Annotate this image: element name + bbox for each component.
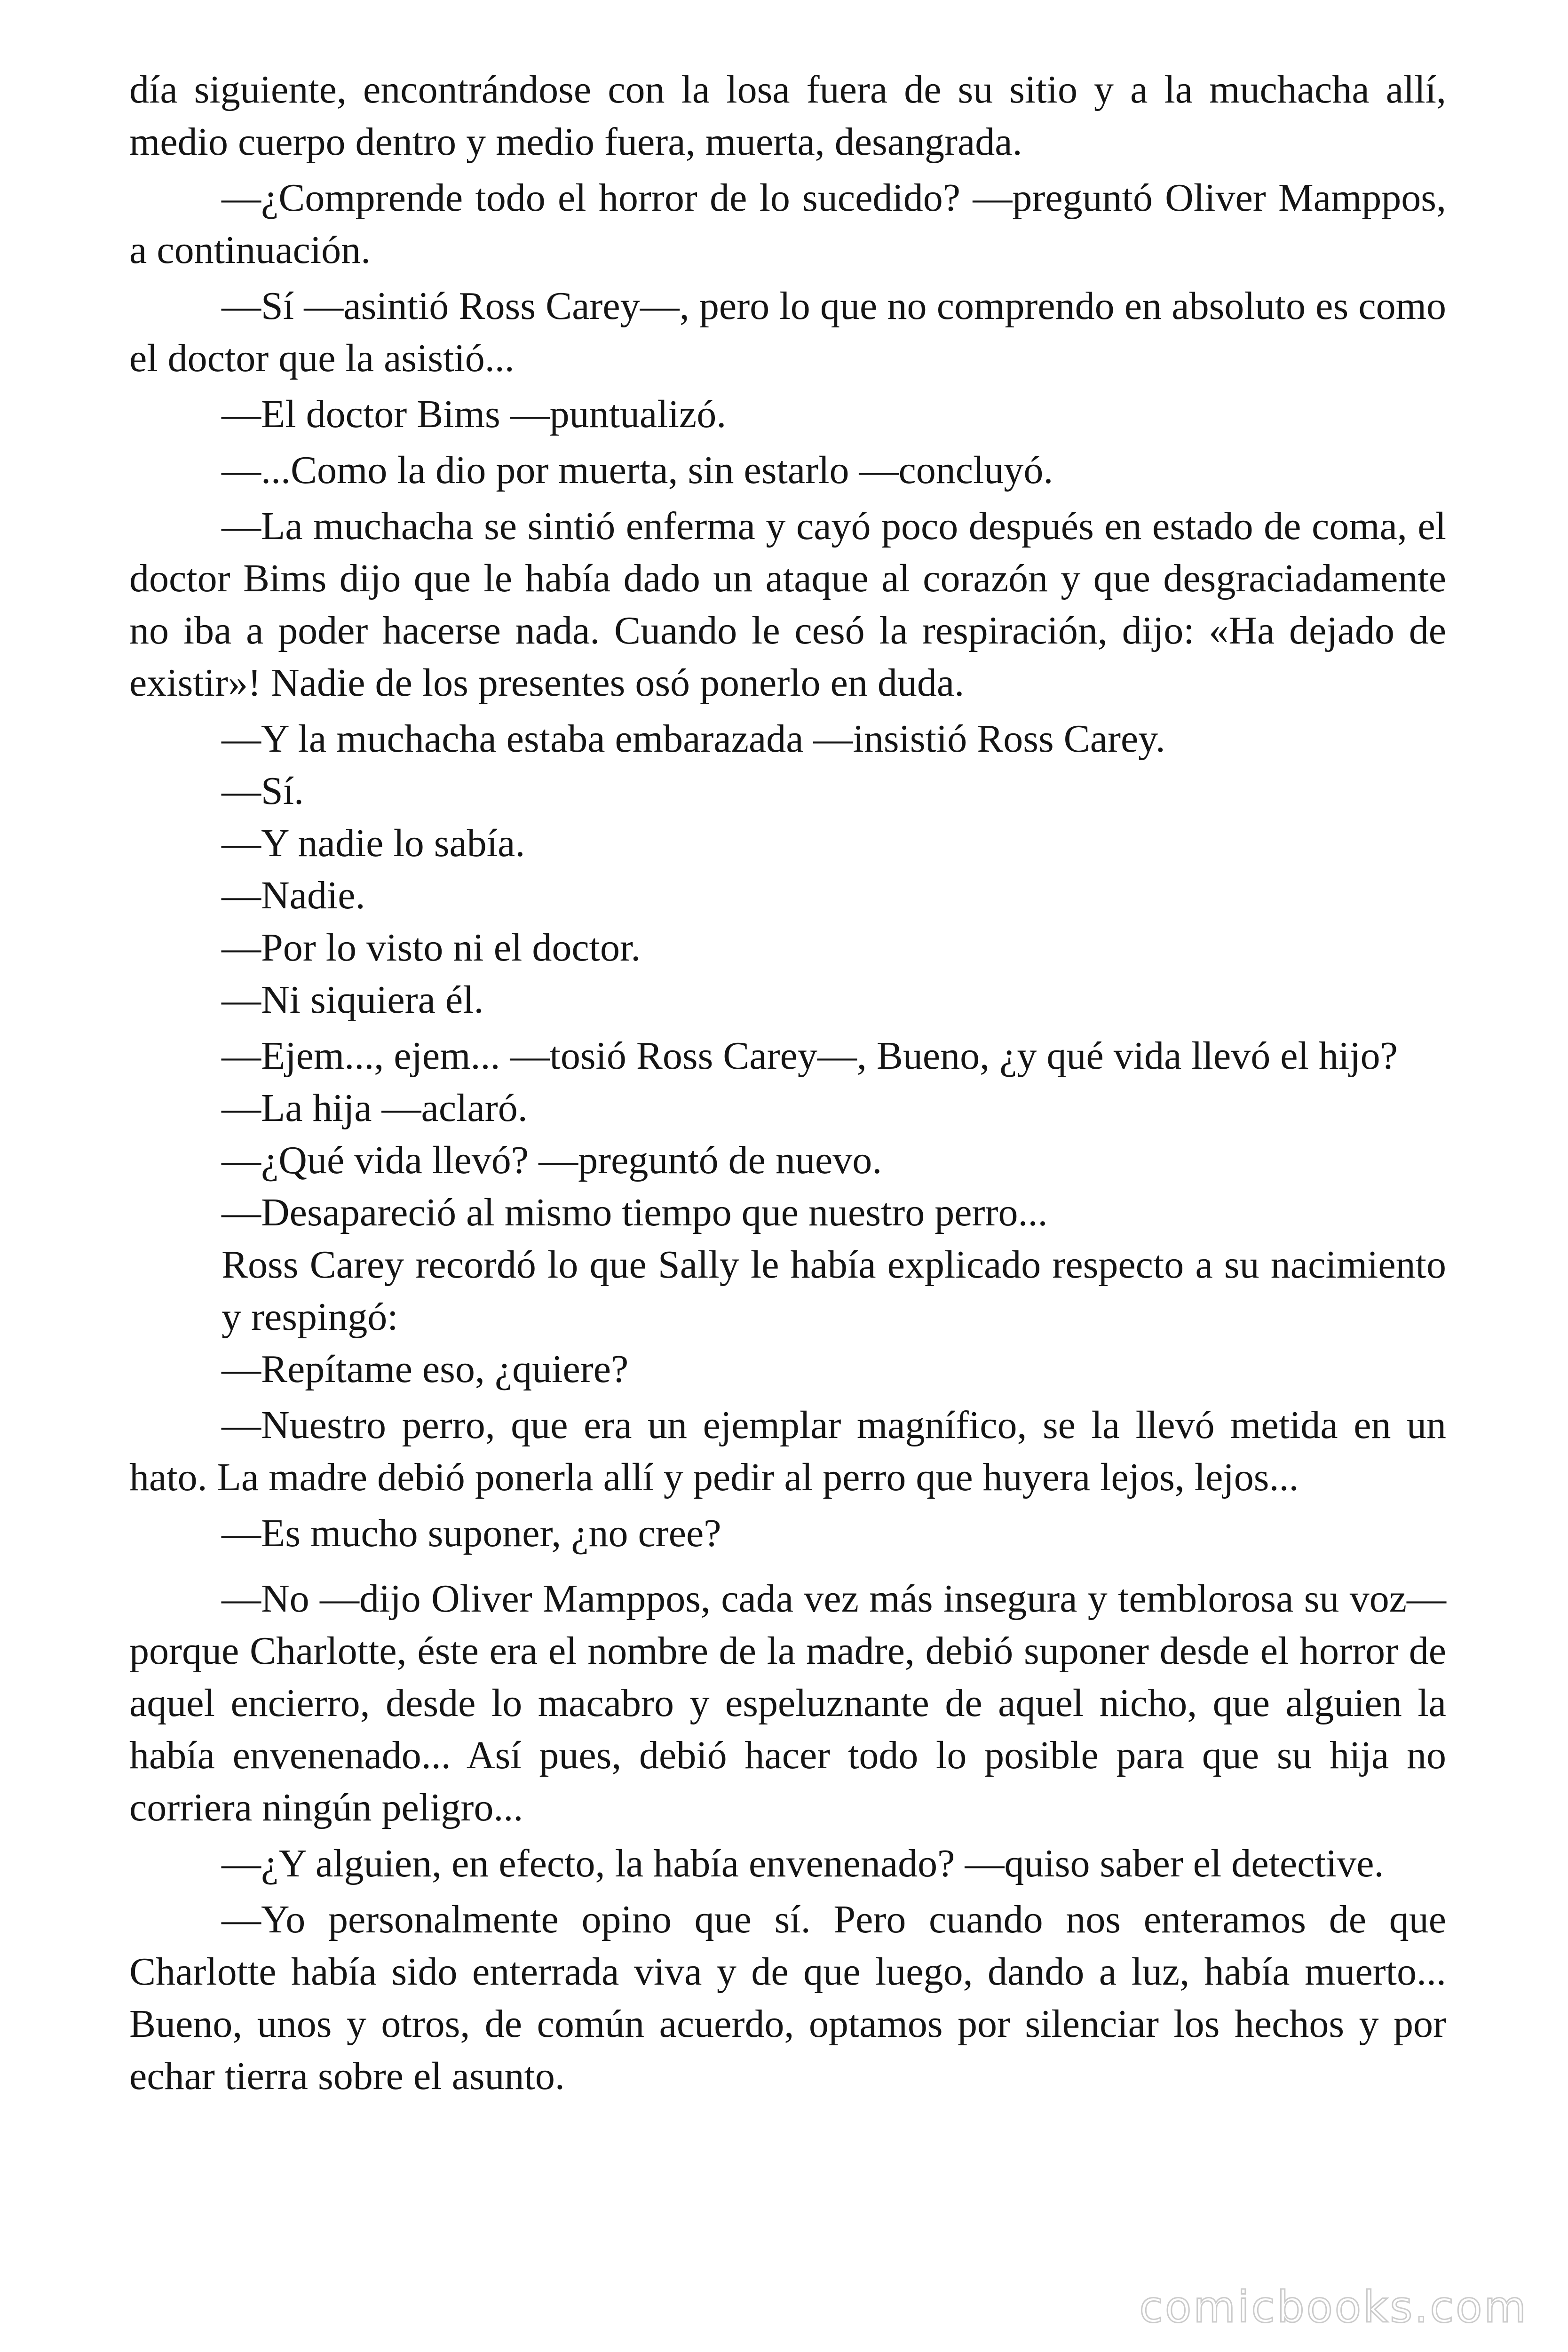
paragraph: —Yo personalmente opino que sí. Pero cuando nos enteramos de que Charlotte había sido enterrada viva y de que luego, dando a luz, había muerto... Bueno, unos y otros, de común acuerdo, optamos por silenciar los hechos y por echar tierra sobre el asunto. bbox=[129, 1898, 1446, 2098]
paragraph: —Ejem..., ejem... —tosió Ross Carey—, Bueno, ¿y qué vida llevó el hijo? bbox=[222, 1034, 1398, 1078]
paragraph: —La hija —aclaró. bbox=[222, 1086, 528, 1130]
paragraph: —¿Y alguien, en efecto, la había envenenado? —quiso saber el detective. bbox=[222, 1842, 1384, 1885]
body-text bbox=[129, 64, 1446, 2102]
paragraph: —¿Comprende todo el horror de lo sucedido? —preguntó Oliver Mamppos, a continuación. bbox=[129, 176, 1446, 272]
paragraph: Ross Carey recordó lo que Sally le había explicado respecto a su nacimiento y respingó: bbox=[222, 1243, 1446, 1339]
paragraph: —Sí. bbox=[222, 769, 304, 813]
paragraph: —Sí —asintió Ross Carey—, pero lo que no comprendo en absoluto es como el doctor que la asistió... bbox=[129, 284, 1446, 380]
paragraph: —Por lo visto ni el doctor. bbox=[222, 926, 641, 969]
paragraph: —Repítame eso, ¿quiere? bbox=[222, 1347, 629, 1391]
paragraph: —El doctor Bims —puntualizó. bbox=[222, 392, 727, 436]
paragraph: —Nadie. bbox=[222, 874, 365, 917]
paragraph: —La muchacha se sintió enferma y cayó poco después en estado de coma, el doctor Bims dijo que le había dado un ataque al corazón y que desgraciadamente no iba a poder hacerse nada. Cuando le cesó la respiración, dijo: «Ha dejado de existir»! Nadie de los presentes osó ponerlo en duda. bbox=[129, 504, 1446, 705]
watermark-logo: comicbooks.com bbox=[1139, 2282, 1528, 2332]
paragraph: día siguiente, encontrándose con la losa fuera de su sitio y a la muchacha allí, medio cuerpo dentro y medio fuera, muerta, desangrada. bbox=[129, 68, 1446, 164]
paragraph: —Nuestro perro, que era un ejemplar magnífico, se la llevó metida en un hato. La madre debió ponerla allí y pedir al perro que huyera lejos, lejos... bbox=[129, 1403, 1446, 1499]
paragraph: —Es mucho suponer, ¿no cree? bbox=[222, 1511, 721, 1555]
paragraph: —No —dijo Oliver Mamppos, cada vez más insegura y temblorosa su voz— porque Charlotte, éste era el nombre de la madre, debió suponer desde el horror de aquel encierro, desde lo macabro y espeluznante de aquel nicho, que alguien la había envenenado... Así pues, debió hacer todo lo posible para que su hija no corriera ningún peligro... bbox=[129, 1577, 1446, 1829]
paragraph: —Desapareció al mismo tiempo que nuestro perro... bbox=[222, 1191, 1048, 1234]
paragraph: —Y la muchacha estaba embarazada —insistió Ross Carey. bbox=[222, 717, 1165, 761]
paragraph: —...Como la dio por muerta, sin estarlo —concluyó. bbox=[222, 448, 1053, 492]
paragraph: —¿Qué vida llevó? —preguntó de nuevo. bbox=[222, 1138, 882, 1182]
paragraph: —Y nadie lo sabía. bbox=[222, 821, 525, 865]
paragraph: —Ni siquiera él. bbox=[222, 978, 484, 1022]
